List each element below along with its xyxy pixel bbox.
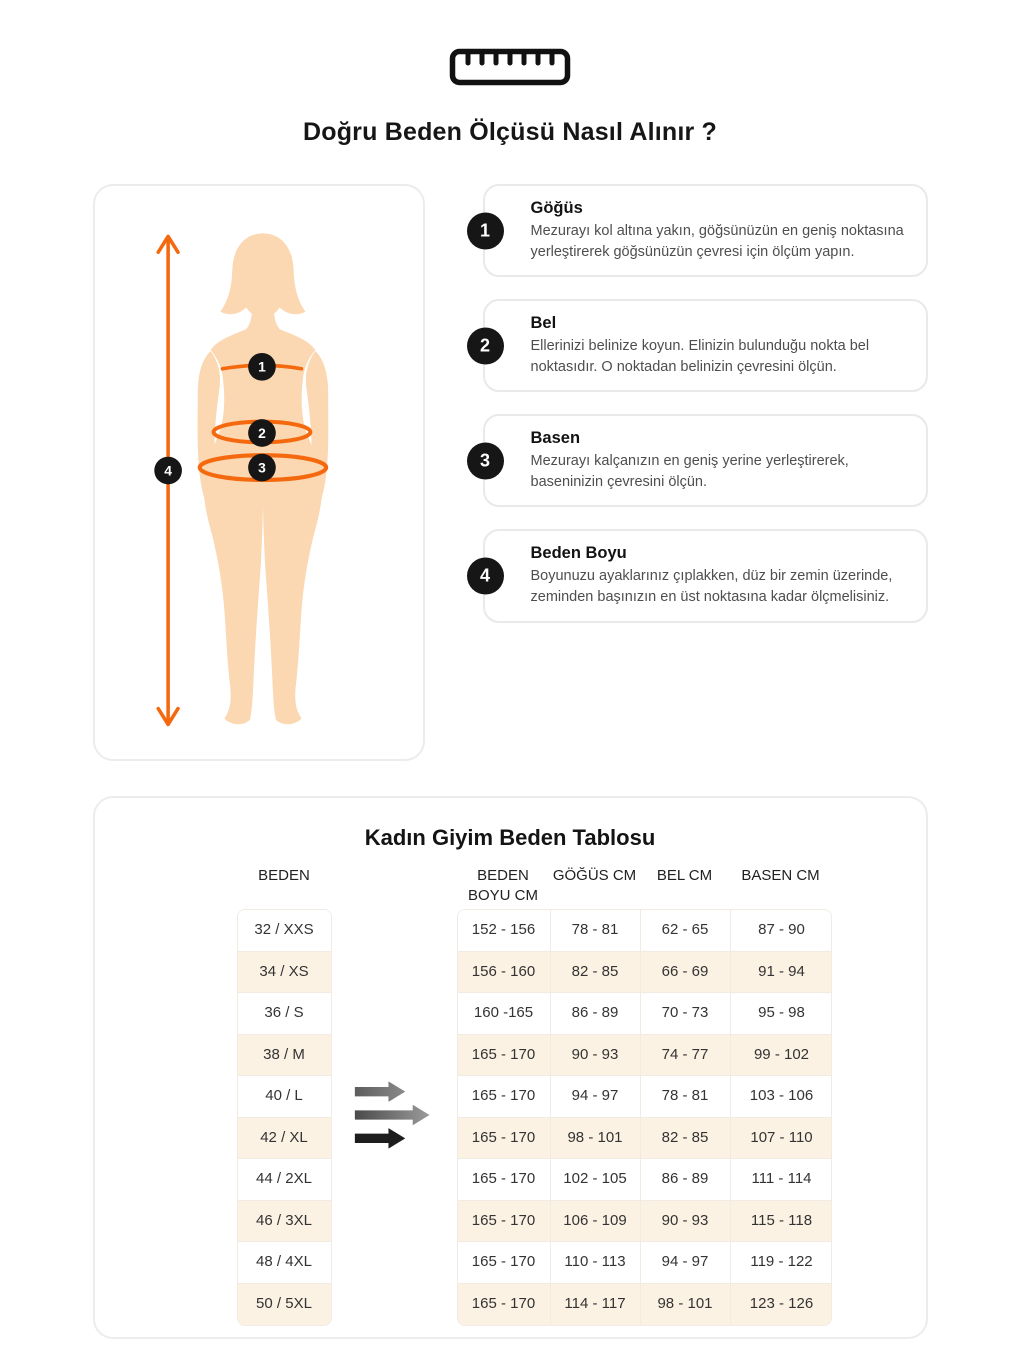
table-cell: 165 - 170 [458, 1035, 551, 1077]
badge-4: 4 [467, 558, 504, 595]
table-cell: 98 - 101 [551, 1118, 641, 1160]
instruction-text: Ellerinizi belinize koyun. Elinizin bulunduğu nokta bel noktasıdır. O noktadan belinizin çevresini ölçün. [530, 338, 870, 375]
size-cell: 34 / XS [238, 952, 331, 994]
header-basen: BASEN CM [741, 867, 820, 884]
table-cell: 62 - 65 [641, 910, 731, 952]
size-cell: 50 / 5XL [238, 1284, 331, 1326]
table-cell: 102 - 105 [551, 1159, 641, 1201]
size-table-header [237, 864, 926, 905]
data-grid [457, 909, 832, 1326]
svg-text:2: 2 [257, 424, 266, 441]
size-cell: 44 / 2XL [238, 1159, 331, 1201]
table-cell: 165 - 170 [458, 1076, 551, 1118]
table-cell: 106 - 109 [551, 1201, 641, 1243]
header-beden: BEDEN [258, 867, 310, 884]
size-table-body [237, 909, 926, 1326]
measure-guide-section [93, 184, 928, 761]
instruction-title: Basen [530, 429, 581, 448]
table-cell: 111 - 114 [731, 1159, 832, 1201]
table-cell: 114 - 117 [551, 1284, 641, 1326]
instruction-text: Mezurayı kalçanızın en geniş yerine yerleştirerek, baseninizin çevresini ölçün. [530, 453, 849, 490]
table-cell: 86 - 89 [551, 993, 641, 1035]
table-cell: 82 - 85 [641, 1118, 731, 1160]
table-cell: 91 - 94 [731, 952, 832, 994]
instruction-list [479, 184, 928, 623]
header-spacer [332, 864, 457, 866]
table-cell: 86 - 89 [641, 1159, 731, 1201]
table-cell: 160 -165 [458, 993, 551, 1035]
svg-text:3: 3 [257, 459, 266, 476]
table-cell: 94 - 97 [551, 1076, 641, 1118]
instruction-title: Bel [530, 314, 557, 333]
ruler-icon [0, 48, 1020, 86]
instruction-text: Boyunuzu ayaklarınız çıplakken, düz bir zemin üzerinde, zeminden başınızın en üst noktasına kadar ölçmelisiniz. [530, 568, 893, 606]
table-cell: 165 - 170 [458, 1242, 551, 1284]
size-cell: 40 / L [238, 1076, 331, 1118]
table-cell: 103 - 106 [731, 1076, 832, 1118]
table-cell: 123 - 126 [731, 1284, 832, 1326]
size-cell: 32 / XXS [238, 910, 331, 952]
size-table-card [93, 796, 928, 1339]
table-cell: 152 - 156 [458, 910, 551, 952]
table-cell: 99 - 102 [731, 1035, 832, 1077]
size-cell: 48 / 4XL [238, 1242, 331, 1284]
header-bel: BEL CM [656, 867, 713, 884]
table-cell: 94 - 97 [641, 1242, 731, 1284]
table-cell: 74 - 77 [641, 1035, 731, 1077]
header-gogus: GÖĞÜS CM [552, 867, 637, 884]
page-header [0, 0, 1020, 147]
marker-3-hip [248, 454, 276, 482]
marker-2-waist [248, 419, 276, 447]
marker-4-height [154, 457, 182, 485]
size-cell: 42 / XL [238, 1118, 331, 1160]
svg-text:4: 4 [163, 462, 172, 479]
table-cell: 98 - 101 [641, 1284, 731, 1326]
table-cell: 70 - 73 [641, 993, 731, 1035]
table-cell: 165 - 170 [458, 1118, 551, 1160]
table-cell: 78 - 81 [551, 910, 641, 952]
size-cell: 38 / M [238, 1035, 331, 1077]
table-cell: 110 - 113 [551, 1242, 641, 1284]
instruction-text: Mezurayı kol altına yakın, göğsünüzün en geniş noktasına yerleştirerek göğsünüzün çevresi için ölçüm yapın. [530, 223, 904, 260]
instruction-card-bel [479, 299, 928, 392]
table-cell: 90 - 93 [551, 1035, 641, 1077]
arrow-zone [332, 909, 457, 1326]
instruction-title: Göğüs [530, 199, 583, 217]
instruction-card-beden-boyu [479, 529, 928, 622]
size-pointer-arrows-icon [353, 1078, 437, 1152]
page-title: Doğru Beden Ölçüsü Nasıl Alınır ? [302, 118, 718, 146]
table-cell: 165 - 170 [458, 1284, 551, 1326]
badge-1: 1 [467, 212, 504, 249]
marker-1-bust [248, 353, 276, 381]
table-cell: 119 - 122 [731, 1242, 832, 1284]
size-cell: 36 / S [238, 993, 331, 1035]
badge-2: 2 [467, 327, 504, 364]
instruction-title: Beden Boyu [530, 544, 627, 563]
header-beden-boyu: BEDEN BOYU CM [467, 867, 538, 904]
badge-3: 3 [467, 442, 504, 479]
table-cell: 115 - 118 [731, 1201, 832, 1243]
size-table-title: Kadın Giyim Beden Tablosu [364, 825, 656, 850]
table-cell: 156 - 160 [458, 952, 551, 994]
instruction-card-gogus [479, 184, 928, 277]
table-cell: 165 - 170 [458, 1201, 551, 1243]
table-cell: 82 - 85 [551, 952, 641, 994]
body-measurement-diagram [95, 186, 423, 759]
main-content [93, 184, 928, 1339]
table-cell: 90 - 93 [641, 1201, 731, 1243]
table-cell: 87 - 90 [731, 910, 832, 952]
size-column [237, 909, 332, 1326]
table-cell: 95 - 98 [731, 993, 832, 1035]
size-cell: 46 / 3XL [238, 1201, 331, 1243]
body-figure-card [93, 184, 425, 761]
table-cell: 66 - 69 [641, 952, 731, 994]
instruction-card-basen [479, 414, 928, 507]
table-cell: 107 - 110 [731, 1118, 832, 1160]
svg-text:1: 1 [257, 358, 266, 375]
table-cell: 165 - 170 [458, 1159, 551, 1201]
table-cell: 78 - 81 [641, 1076, 731, 1118]
